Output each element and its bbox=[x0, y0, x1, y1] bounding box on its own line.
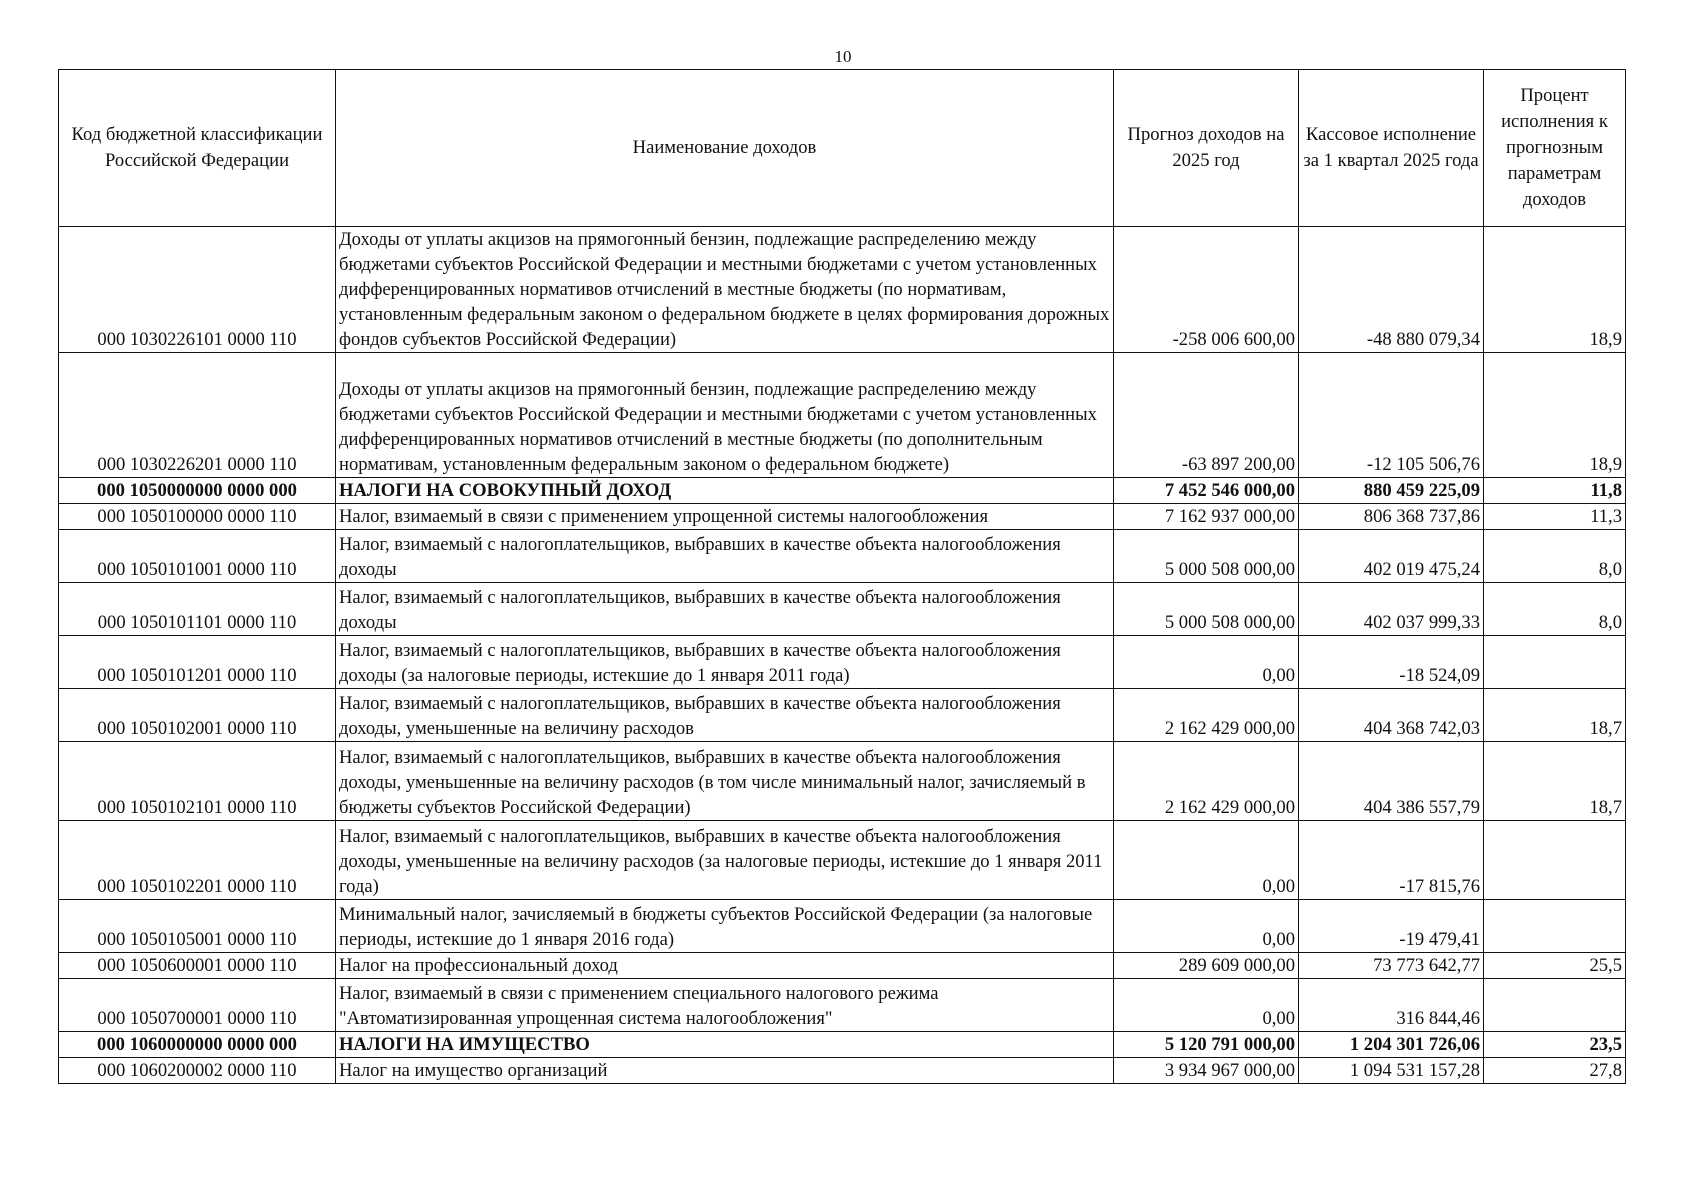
row-code: 000 1030226201 0000 110 bbox=[59, 353, 336, 478]
header-percent: Процент исполнения к прогнозным параметрам доходов bbox=[1484, 70, 1626, 227]
table-row bbox=[59, 353, 1626, 478]
row-percent bbox=[1484, 821, 1626, 900]
row-percent: 27,8 bbox=[1484, 1058, 1626, 1084]
row-forecast: 0,00 bbox=[1114, 979, 1299, 1032]
row-cash: -18 524,09 bbox=[1299, 636, 1484, 689]
table-row bbox=[59, 821, 1626, 900]
row-cash: 404 368 742,03 bbox=[1299, 689, 1484, 742]
row-cash: 404 386 557,79 bbox=[1299, 742, 1484, 821]
row-percent: 18,9 bbox=[1484, 353, 1626, 478]
row-cash: 402 019 475,24 bbox=[1299, 530, 1484, 583]
header-forecast: Прогноз доходов на 2025 год bbox=[1114, 70, 1299, 227]
row-forecast: 5 120 791 000,00 bbox=[1114, 1032, 1299, 1058]
row-name: Налог, взимаемый в связи с применением специального налогового режима "Автоматизированная упрощенная система налогообложения" bbox=[336, 979, 1114, 1032]
row-percent: 23,5 bbox=[1484, 1032, 1626, 1058]
section-row bbox=[59, 1032, 1626, 1058]
row-forecast: 0,00 bbox=[1114, 821, 1299, 900]
row-percent: 8,0 bbox=[1484, 530, 1626, 583]
row-code: 000 1050000000 0000 000 bbox=[59, 478, 336, 504]
row-name: НАЛОГИ НА СОВОКУПНЫЙ ДОХОД bbox=[336, 478, 1114, 504]
row-forecast: -258 006 600,00 bbox=[1114, 227, 1299, 353]
table-row bbox=[59, 689, 1626, 742]
row-name: НАЛОГИ НА ИМУЩЕСТВО bbox=[336, 1032, 1114, 1058]
row-name: Налог на профессиональный доход bbox=[336, 953, 1114, 979]
row-name: Доходы от уплаты акцизов на прямогонный бензин, подлежащие распределению между бюджетами субъектов Российской Федерации и местными бюджетами с учетом установленных дифференцированных нормативов отчислений в местные бюджеты (по нормативам, установленным федеральным законом о федеральном бюджете в целях формирования дорожных фондов субъектов Российской Федерации) bbox=[336, 227, 1114, 353]
row-forecast: 2 162 429 000,00 bbox=[1114, 689, 1299, 742]
row-cash: 402 037 999,33 bbox=[1299, 583, 1484, 636]
row-code: 000 1050102201 0000 110 bbox=[59, 821, 336, 900]
row-name: Доходы от уплаты акцизов на прямогонный бензин, подлежащие распределению между бюджетами субъектов Российской Федерации и местными бюджетами с учетом установленных дифференцированных нормативов отчислений в местные бюджеты (по дополнительным нормативам, установленным федеральным законом о федеральном бюджете) bbox=[336, 353, 1114, 478]
row-percent: 11,3 bbox=[1484, 504, 1626, 530]
table-row bbox=[59, 504, 1626, 530]
row-name: Налог, взимаемый в связи с применением упрощенной системы налогообложения bbox=[336, 504, 1114, 530]
row-percent: 25,5 bbox=[1484, 953, 1626, 979]
row-percent: 8,0 bbox=[1484, 583, 1626, 636]
row-name: Налог, взимаемый с налогоплательщиков, выбравших в качестве объекта налогообложения доходы (за налоговые периоды, истекшие до 1 января 2011 года) bbox=[336, 636, 1114, 689]
table-row bbox=[59, 900, 1626, 953]
row-cash: 880 459 225,09 bbox=[1299, 478, 1484, 504]
row-cash: -17 815,76 bbox=[1299, 821, 1484, 900]
row-cash: 316 844,46 bbox=[1299, 979, 1484, 1032]
row-code: 000 1050102001 0000 110 bbox=[59, 689, 336, 742]
row-cash: 1 204 301 726,06 bbox=[1299, 1032, 1484, 1058]
row-forecast: 5 000 508 000,00 bbox=[1114, 530, 1299, 583]
row-code: 000 1050100000 0000 110 bbox=[59, 504, 336, 530]
row-code: 000 1030226101 0000 110 bbox=[59, 227, 336, 353]
table-row bbox=[59, 953, 1626, 979]
row-percent: 18,9 bbox=[1484, 227, 1626, 353]
row-name: Налог, взимаемый с налогоплательщиков, выбравших в качестве объекта налогообложения доходы bbox=[336, 583, 1114, 636]
row-code: 000 1050600001 0000 110 bbox=[59, 953, 336, 979]
section-row bbox=[59, 478, 1626, 504]
row-forecast: 7 452 546 000,00 bbox=[1114, 478, 1299, 504]
row-name: Минимальный налог, зачисляемый в бюджеты субъектов Российской Федерации (за налоговые периоды, истекшие до 1 января 2016 года) bbox=[336, 900, 1114, 953]
row-forecast: 2 162 429 000,00 bbox=[1114, 742, 1299, 821]
table-row bbox=[59, 530, 1626, 583]
row-cash: -48 880 079,34 bbox=[1299, 227, 1484, 353]
table-row bbox=[59, 979, 1626, 1032]
table-row bbox=[59, 1058, 1626, 1084]
row-forecast: 0,00 bbox=[1114, 636, 1299, 689]
row-forecast: 5 000 508 000,00 bbox=[1114, 583, 1299, 636]
row-name: Налог, взимаемый с налогоплательщиков, выбравших в качестве объекта налогообложения доходы, уменьшенные на величину расходов bbox=[336, 689, 1114, 742]
row-cash: 1 094 531 157,28 bbox=[1299, 1058, 1484, 1084]
row-name: Налог, взимаемый с налогоплательщиков, выбравших в качестве объекта налогообложения доходы bbox=[336, 530, 1114, 583]
row-forecast: 0,00 bbox=[1114, 900, 1299, 953]
row-name: Налог, взимаемый с налогоплательщиков, выбравших в качестве объекта налогообложения доходы, уменьшенные на величину расходов (за налоговые периоды, истекшие до 1 января 2011 года) bbox=[336, 821, 1114, 900]
row-cash: -12 105 506,76 bbox=[1299, 353, 1484, 478]
row-forecast: 3 934 967 000,00 bbox=[1114, 1058, 1299, 1084]
row-percent: 18,7 bbox=[1484, 742, 1626, 821]
row-percent bbox=[1484, 636, 1626, 689]
row-code: 000 1050700001 0000 110 bbox=[59, 979, 336, 1032]
row-percent: 11,8 bbox=[1484, 478, 1626, 504]
row-forecast: -63 897 200,00 bbox=[1114, 353, 1299, 478]
row-name: Налог, взимаемый с налогоплательщиков, выбравших в качестве объекта налогообложения доходы, уменьшенные на величину расходов (в том числе минимальный налог, зачисляемый в бюджеты субъектов Российской Федерации) bbox=[336, 742, 1114, 821]
row-code: 000 1050101101 0000 110 bbox=[59, 583, 336, 636]
row-code: 000 1050102101 0000 110 bbox=[59, 742, 336, 821]
header-cash: Кассовое исполнение за 1 квартал 2025 года bbox=[1299, 70, 1484, 227]
table-row bbox=[59, 583, 1626, 636]
row-percent bbox=[1484, 979, 1626, 1032]
header-code: Код бюджетной классификации Российской Федерации bbox=[59, 70, 336, 227]
row-forecast: 7 162 937 000,00 bbox=[1114, 504, 1299, 530]
table-header-row bbox=[59, 70, 1626, 227]
row-code: 000 1060200002 0000 110 bbox=[59, 1058, 336, 1084]
row-name: Налог на имущество организаций bbox=[336, 1058, 1114, 1084]
page-number: 10 bbox=[834, 47, 852, 66]
table-row bbox=[59, 636, 1626, 689]
table-row bbox=[59, 742, 1626, 821]
table-row bbox=[59, 227, 1626, 353]
row-percent bbox=[1484, 900, 1626, 953]
revenue-table bbox=[58, 69, 1626, 1084]
row-code: 000 1050105001 0000 110 bbox=[59, 900, 336, 953]
row-forecast: 289 609 000,00 bbox=[1114, 953, 1299, 979]
header-name: Наименование доходов bbox=[336, 70, 1114, 227]
row-percent: 18,7 bbox=[1484, 689, 1626, 742]
row-code: 000 1050101201 0000 110 bbox=[59, 636, 336, 689]
row-code: 000 1050101001 0000 110 bbox=[59, 530, 336, 583]
row-code: 000 1060000000 0000 000 bbox=[59, 1032, 336, 1058]
row-cash: -19 479,41 bbox=[1299, 900, 1484, 953]
row-cash: 806 368 737,86 bbox=[1299, 504, 1484, 530]
row-cash: 73 773 642,77 bbox=[1299, 953, 1484, 979]
